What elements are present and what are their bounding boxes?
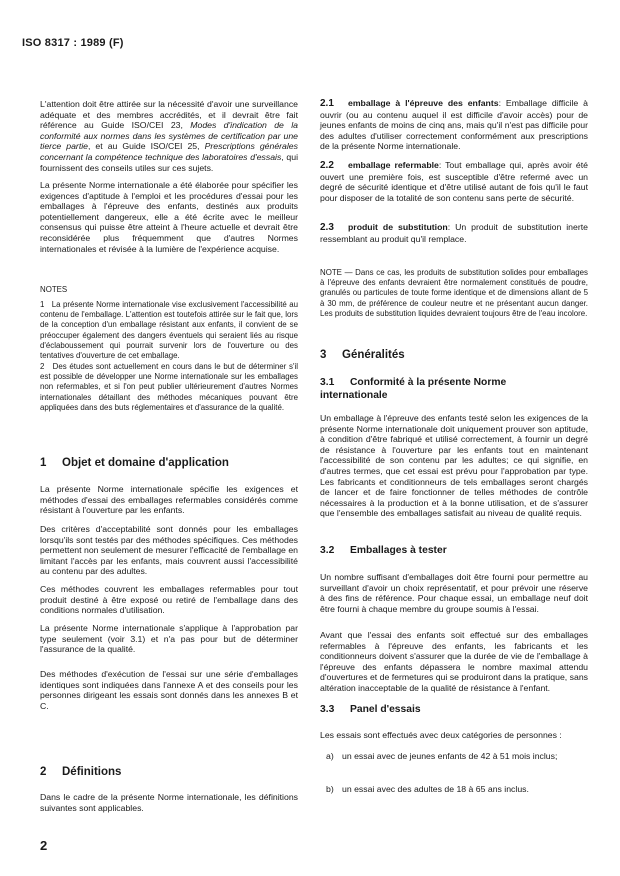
intro-paragraph-1 xyxy=(40,99,298,173)
notes-label: NOTES xyxy=(40,285,68,294)
subsection-3-2-heading xyxy=(320,545,588,558)
section-2-intro: Dans le cadre de la présente Norme internationale, les définitions suivantes sont applicables. xyxy=(40,792,298,813)
section-number: 2 xyxy=(40,766,47,778)
text: , et au Guide ISO/CEI 25, xyxy=(88,141,205,152)
definition-text: : Emballage difficile à ouvrir (ou au contenu auquel il est difficile d'avoir accès) pour de jeunes enfants de moins de cinq ans, mais qu'il n'est pas difficile pour des adultes d'utiliser correctement conformément aux prescriptions de la présente Norme internationale. xyxy=(320,98,588,152)
definition-number: 2.2 xyxy=(320,160,334,171)
list-text: un essai avec des adultes de 18 à 65 ans inclus. xyxy=(342,783,529,794)
note-text: La présente Norme internationale vise exclusivement l'accessibilité au contenu de l'emballage. L'attention est toutefois attirée sur le fait que, lors de la conception d'un emballage résistant aux enfants, il convient de se préoccuper également des dangers éventuels qui seraient liés au risque d'éclaboussement qui pourrait survenir lors de l'ouverture ou des tentatives d'ouverture de cet emballage. xyxy=(40,300,298,361)
subsection-number: 3.1 xyxy=(320,377,335,388)
definition-text: : Un produit de substitution inerte ressemblant au produit qu'il remplace. xyxy=(320,222,588,244)
definition-text: : Tout emballage qui, après avoir été ouvert une première fois, est susceptible d'être refermé avec un degré de sécurité identique et d'être utilisé autant de fois qu'il le faut pour disposer de la totalité de son contenu sans perte de sécurité. xyxy=(320,160,588,203)
subsection-3-3-intro: Les essais sont effectués avec deux catégories de personnes : xyxy=(320,730,562,740)
guide-23-title: Modes d'indication de la conformité aux normes dans les systèmes de certification par une tierce partie xyxy=(40,120,298,152)
document-header: ISO 8317 : 1989 (F) xyxy=(22,37,124,49)
intro-paragraph-2: La présente Norme internationale a été élaborée pour spécifier les exigences d'aptitude à l'emploi et les procédures d'essai pour les emballages à l'épreuve des enfants, destinés aux produits potentiellement dangereux, elle a été écrite avec le meilleur consensus qui puisse être atteint à l'heure actuelle et devrait être reconsidérée plus fréquemment que d'autres Normes internationales et révisée à la lumière de l'expérience acquise. xyxy=(40,180,298,254)
section-3-heading xyxy=(320,349,588,362)
definition-number: 2.1 xyxy=(320,98,334,109)
subsection-number: 3.2 xyxy=(320,545,335,556)
section-number: 1 xyxy=(40,457,47,469)
page-number: 2 xyxy=(40,838,48,853)
text: , qui fournissent des conseils utiles sur ces sujets. xyxy=(40,151,299,173)
list-item xyxy=(320,751,610,762)
section-1-paragraph: La présente Norme internationale spécifie les exigences et méthodes d'essai des emballages refermables considérés comme résistant à l'ouverture par les enfants. xyxy=(40,484,298,516)
subsection-3-2-paragraph: Un nombre suffisant d'emballages doit être fourni pour permettre au surveillant d'avoir un choix représentatif, et pour prévoir une réserve à des fins de référence. Pour chaque essai, un emballage neuf doit être fourni à chaque membre du groupe soumis à l'essai. xyxy=(320,572,588,614)
section-title: Objet et domaine d'application xyxy=(62,457,229,469)
definition-2-1 xyxy=(320,98,588,152)
note-1 xyxy=(40,300,298,361)
text: L'attention doit être attirée sur la nécessité d'avoir une surveillance adéquate et des membres accrédités, et il devrait être fait référence au Guide ISO/CEI 23, xyxy=(40,99,298,131)
note-text: Des études sont actuellement en cours dans le but de déterminer s'il est possible de développer une Norme internationale sur les emballages non refermables, et si l'on peut publier ultérieurement d'autres Normes internationales détaillant des méthodes mécaniques pouvant être appliquées dans des buts réglementaires et d'assurance de la qualité. xyxy=(40,362,298,412)
definition-number: 2.3 xyxy=(320,222,334,233)
subsection-3-3-heading xyxy=(320,704,588,717)
guide-25-title: Prescriptions générales concernant la compétence technique des laboratoires d'essais xyxy=(40,141,298,162)
subsection-title: Emballages à tester xyxy=(350,545,447,556)
subsection-3-2-paragraph: Avant que l'essai des enfants soit effectué sur des emballages refermables à l'épreuve des enfants, les fabricants et les conditionneurs doivent s'assurer que la durée de vie de l'emballage à l'épreuve des enfants dépassera le nombre maximal attendu d'ouvertures et de fermetures qui se produiront dans la pratique, sans altération inacceptable de la qualité de résistance à l'enfant. xyxy=(320,630,588,693)
section-1-paragraph: Des méthodes d'exécution de l'essai sur une série d'emballages identiques sont indiquées dans l'annexe A et des conseils pour les personnes dirigeant les essais sont donnés dans les annexes B et C. xyxy=(40,669,298,711)
subsection-title: Conformité à la présente Norme internationale xyxy=(320,377,507,401)
section-title: Généralités xyxy=(342,349,405,361)
section-1-paragraph: Ces méthodes couvrent les emballages refermables pour tout produit destiné à être exposé ou retiré de l'emballage dans des conditions normales d'utilisation. xyxy=(40,584,298,616)
note-number: 1 xyxy=(40,300,45,309)
list-marker: a) xyxy=(326,751,334,761)
definition-term: emballage à l'épreuve des enfants xyxy=(348,98,499,108)
section-2-heading xyxy=(40,766,298,779)
definition-term: emballage refermable xyxy=(348,160,439,170)
definition-2-2 xyxy=(320,160,588,203)
definition-term: produit de substitution xyxy=(348,222,448,232)
section-1-heading xyxy=(40,457,298,470)
subsection-number: 3.3 xyxy=(320,704,335,715)
subsection-3-1-heading xyxy=(320,377,520,402)
section-number: 3 xyxy=(320,349,327,361)
subsection-3-1-text: Un emballage à l'épreuve des enfants testé selon les exigences de la présente Norme internationale doit uniquement prouver son aptitude, à condition d'être fabriqué et utilisé correctement, à fournir un degré de résistance à l'ouverture par les enfants tout en maintenant l'accessibilité de son contenu par les adultes; ce qui signifie, en d'autres termes, que cet essai est prévu pour l'approbation par type. Les fabricants et conditionneurs de tels emballages seront chargés de lancer et de faire fonctionner de telles méthodes de contrôle nécessaires à la production et à la bonne utilisation, et de s'assurer que l'ensemble des emballages satisfait au niveau de qualité requis. xyxy=(320,413,588,519)
subsection-title: Panel d'essais xyxy=(350,704,421,715)
definition-note: NOTE — Dans ce cas, les produits de substitution solides pour emballages à l'épreuve des enfants devraient être normalement constitués de poudre, granulés ou particules de toute forme identique et de dimensions allant de 5 à 30 mm, de préférence de couleur neutre et ne présentant aucun danger. Les produits de substitution liquides devraient toujours être de l'eau incolore. xyxy=(320,268,588,318)
list-marker: b) xyxy=(326,783,334,794)
section-title: Définitions xyxy=(62,766,122,778)
definition-2-3 xyxy=(320,222,588,244)
list-item xyxy=(320,784,610,795)
note-2 xyxy=(40,362,298,413)
section-1-paragraph: La présente Norme internationale s'applique à l'approbation par type seulement (voir 3.1) et n'a pas pour but de déterminer l'assurance de la qualité. xyxy=(40,623,298,655)
list-text: un essai avec de jeunes enfants de 42 à 51 mois inclus; xyxy=(342,751,558,761)
note-number: 2 xyxy=(40,362,45,371)
section-1-paragraph: Des critères d'acceptabilité sont donnés pour les emballages lorsqu'ils sont testés par des méthodes spécifiques. Ces méthodes permettent non seulement de mesurer l'efficacité de l'emballage en limitant l'accès par les enfants, mais couvrent aussi l'accessibilité au contenu par des adultes. xyxy=(40,524,298,577)
